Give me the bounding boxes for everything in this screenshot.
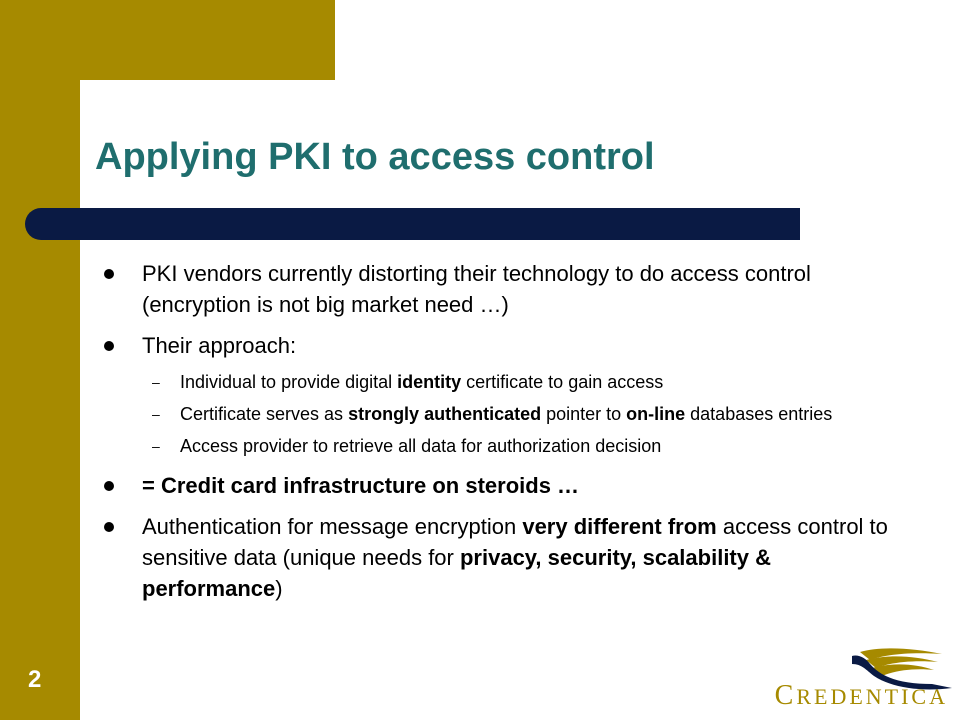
dash-icon: – — [152, 438, 160, 454]
logo-wordmark: CREDENTICA — [774, 680, 948, 711]
top-band — [0, 0, 335, 80]
bullet-text: PKI vendors currently distorting their technology to do access control (encryption is not big market need …) — [142, 261, 811, 317]
sub-bullet-1: – Individual to provide digital identity certificate to gain access — [152, 372, 664, 392]
dash-icon: – — [152, 374, 160, 390]
slide-number: 2 — [28, 666, 42, 693]
title-underline-bar — [25, 208, 800, 240]
credentica-logo — [774, 644, 960, 720]
bullet-dot-icon — [104, 269, 114, 279]
slide-title: Applying PKI to access control — [95, 136, 655, 178]
bullet-text: = Credit card infrastructure on steroids … — [142, 473, 580, 498]
bullet-4: Authentication for message encryption very different from access control to sensitive data (unique needs for privacy, security, scalability & performance) — [104, 511, 904, 604]
bullet-1 — [104, 258, 904, 320]
sub-bullet-3: – Access provider to retrieve all data for authorization decision — [152, 436, 662, 456]
bullet-dot-icon — [104, 522, 114, 532]
sub-bullet-2: – Certificate serves as strongly authenticated pointer to on-line databases entries — [152, 404, 833, 424]
bullet-2 — [104, 330, 904, 361]
bullet-dot-icon — [104, 481, 114, 491]
bullet-3 — [104, 470, 904, 501]
slide-content — [104, 258, 904, 614]
dash-icon: – — [152, 406, 160, 422]
bullet-text: Their approach: — [142, 333, 297, 358]
left-band — [0, 0, 80, 720]
bullet-dot-icon — [104, 341, 114, 351]
corner-curve — [80, 80, 140, 140]
